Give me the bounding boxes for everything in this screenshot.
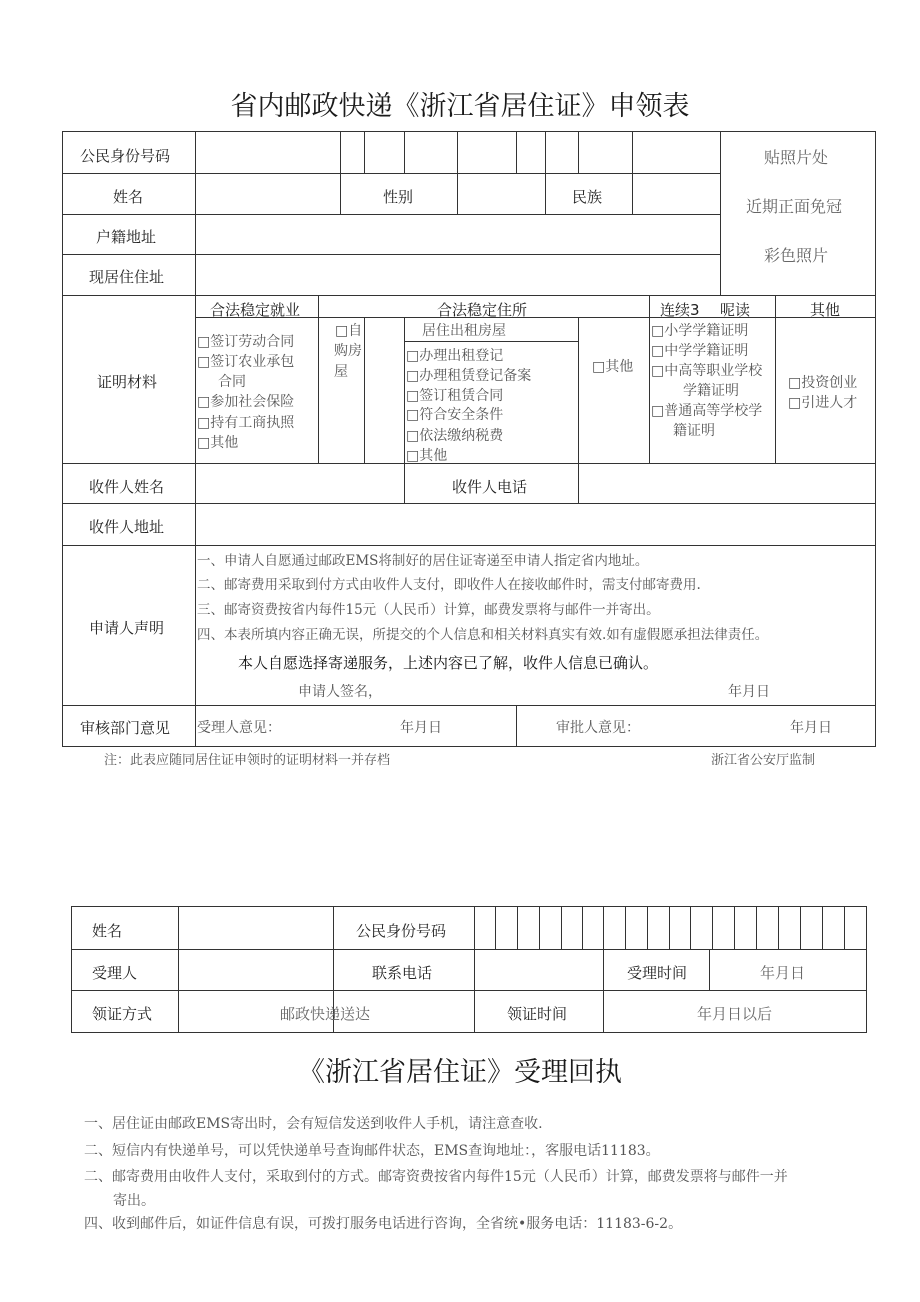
checkbox-university[interactable]: □普通高等学校学 [651,403,763,419]
archive-note: 注：此表应随同居住证申领时的证明材料一并存档 [104,753,391,768]
review-opinion-label: 审核部门意见 [80,719,171,737]
checkbox-talent[interactable]: □引进人才 [788,395,858,411]
agri-contract-continued: 合同 [218,374,246,390]
own-house-line3: 屋 [334,364,348,380]
applicant-date: 年月日 [728,684,770,700]
recipient-address-label: 收件人地址 [89,518,165,536]
checkbox-agri-contract[interactable]: □签订农业承包 [197,354,295,370]
proof-header-residence: 合法稳定住所 [437,301,528,319]
university-continued: 籍证明 [673,423,715,439]
checkbox-tax[interactable]: □依法缴纳税费 [406,428,504,444]
name-label: 姓名 [113,188,144,206]
confirmation-statement: 本人自愿选择寄递服务，上述内容已了解，收件人信息已确认。 [238,654,659,672]
vocational-continued: 学籍证明 [683,383,739,399]
receipt-collect-time-label: 领证时间 [507,1005,568,1023]
ethnicity-label: 民族 [572,188,603,206]
checkbox-safety[interactable]: □符合安全条件 [406,407,504,423]
checkbox-investment[interactable]: □投资创业 [788,375,858,391]
recipient-name-label: 收件人姓名 [89,478,165,496]
declaration-3: 三、邮寄资费按省内每件15元（人民币）计算，邮费发票将与邮件一并寄出。 [197,602,660,618]
receipt-name-label: 姓名 [92,922,123,940]
approver-opinion-label: 审批人意见： [556,720,640,736]
declaration-2: 二、邮寄费用采取到付方式由收件人支付，即收件人在接收邮件时，需支付邮寄费用. [197,577,701,593]
checkbox-residence-other[interactable]: □其他 [592,359,634,375]
page-title: 省内邮政快递《浙江省居住证》申领表 [230,91,690,122]
receipt-method-value: 邮政快递送达 [280,1005,371,1023]
declaration-4: 四、本表所填内容正确无误，所提交的个人信息和相关材料真实有效.如有虚假愿承担法律责任。 [197,627,769,643]
issuer-note: 浙江省公安厅监制 [711,753,816,768]
applicant-signature-label: 申请人签名， [298,684,382,700]
proof-materials-label: 证明材料 [97,373,158,391]
receipt-note-4: 四、收到邮件后，如证件信息有误，可拨打服务电话进行咨询，全省统•服务电话：11183-6-2。 [84,1216,683,1232]
id-number-label: 公民身份号码 [80,147,171,165]
receipt-note-3-continued: 寄出。 [113,1193,155,1209]
own-house-line2: 购房 [334,343,362,359]
checkbox-primary-school[interactable]: □小学学籍证明 [651,323,749,339]
receipt-method-label: 领证方式 [92,1005,153,1023]
photo-color: 彩色照片 [764,246,829,265]
receipt-phone-label: 联系电话 [372,964,433,982]
receipt-collect-time-value: 年月日以后 [697,1005,773,1023]
rental-title: 居住出租房屋 [422,323,506,339]
checkbox-rental-registration[interactable]: □办理出租登记 [406,348,504,364]
residence-address-label: 现居住住址 [89,268,165,286]
receipt-acceptor-label: 受理人 [92,964,138,982]
proof-header-employment: 合法稳定就业 [210,301,301,319]
acceptor-opinion-label: 受理人意见： [197,720,281,736]
checkbox-social-insurance[interactable]: □参加社会保险 [197,394,295,410]
checkbox-lease-contract[interactable]: □签订租赁合同 [406,388,504,404]
proof-header-continuous: 连续3 [660,301,700,319]
recipient-phone-label: 收件人电话 [452,478,528,496]
acceptor-date: 年月日 [400,720,442,736]
declaration-1: 一、申请人自愿通过邮政EMS将制好的居住证寄递至申请人指定省内地址。 [197,553,649,569]
receipt-accept-time-value: 年月日 [760,964,806,982]
receipt-note-2: 二、短信内有快递单号，可以凭快递单号查询邮件状态，EMS查询地址：，客服电话11183。 [84,1143,660,1159]
declaration-label: 申请人声明 [89,619,165,637]
proof-header-other: 其他 [810,301,841,319]
checkbox-labor-contract[interactable]: □签订劳动合同 [197,334,295,350]
checkbox-own-house[interactable]: □自 [335,323,363,339]
receipt-title: 《浙江省居住证》受理回执 [298,1057,622,1088]
checkbox-middle-school[interactable]: □中学学籍证明 [651,343,749,359]
photo-placeholder-title: 贴照片处 [764,148,829,167]
approver-date: 年月日 [790,720,832,736]
household-address-label: 户籍地址 [96,228,157,246]
receipt-note-3: 二、邮寄费用由收件人支付，采取到付的方式。邮寄资费按省内每件15元（人民币）计算，邮费发票将与邮件一并 [84,1169,788,1185]
checkbox-vocational-school[interactable]: □中高等职业学校 [651,363,763,379]
checkbox-lease-filing[interactable]: □办理租赁登记备案 [406,368,532,384]
checkbox-business-license[interactable]: □持有工商执照 [197,415,295,431]
photo-requirement: 近期正面免冠 [746,197,843,216]
checkbox-employment-other[interactable]: □其他 [197,435,239,451]
gender-label: 性别 [383,188,414,206]
checkbox-rental-other[interactable]: □其他 [406,448,448,464]
receipt-id-label: 公民身份号码 [356,922,447,940]
receipt-note-1: 一、居住证由邮政EMS寄出时，会有短信发送到收件人手机，请注意查收. [84,1116,543,1132]
proof-header-study: 呢读 [720,301,751,319]
receipt-accept-time-label: 受理时间 [627,964,688,982]
